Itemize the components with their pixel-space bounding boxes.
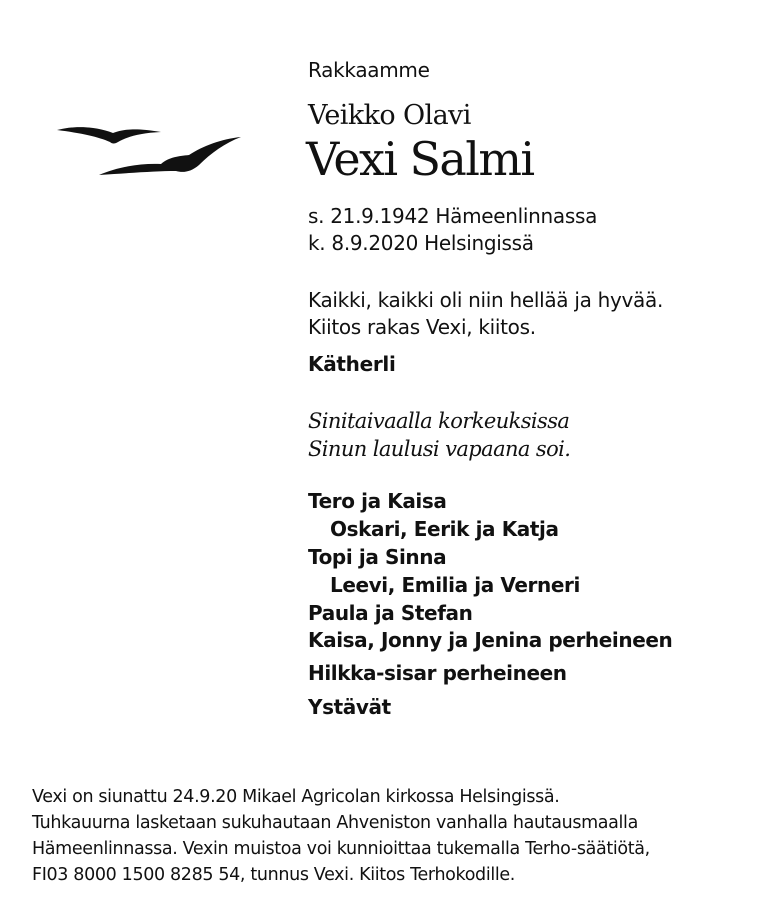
- mourner-name: Tero ja Kaisa: [308, 489, 447, 513]
- tribute-line: Kiitos rakas Vexi, kiitos.: [308, 315, 536, 339]
- mourner-name: Kaisa, Jonny ja Jenina perheineen: [308, 628, 673, 652]
- mourner-name: Hilkka-sisar perheineen: [308, 661, 567, 685]
- tribute-signer: Kätherli: [308, 352, 396, 376]
- funeral-info-line: FI03 8000 1500 8285 54, tunnus Vexi. Kiitos Terhokodille.: [32, 865, 515, 885]
- funeral-info-line: Tuhkauurna lasketaan sukuhautaan Ahveniston vanhalla hautausmaalla: [32, 813, 638, 833]
- two-birds-icon: [55, 120, 245, 182]
- deceased-name: Vexi Salmi: [306, 132, 534, 186]
- verse-line: Sinitaivaalla korkeuksissa: [308, 409, 570, 433]
- mourner-name: Ystävät: [308, 695, 391, 719]
- large-bird-shape: [99, 137, 241, 175]
- birth-date: s. 21.9.1942 Hämeenlinnassa: [308, 204, 598, 228]
- small-bird-shape: [57, 127, 161, 143]
- mourner-name: Topi ja Sinna: [308, 545, 447, 569]
- intro-text: Rakkaamme: [308, 58, 430, 82]
- funeral-info-line: Vexi on siunattu 24.9.20 Mikael Agricolan kirkossa Helsingissä.: [32, 787, 560, 807]
- funeral-info-line: Hämeenlinnassa. Vexin muistoa voi kunnioittaa tukemalla Terho-säätiötä,: [32, 839, 650, 859]
- mourner-name: Oskari, Eerik ja Katja: [330, 517, 559, 541]
- tribute-line: Kaikki, kaikki oli niin hellää ja hyvää.: [308, 288, 664, 312]
- mourner-name: Leevi, Emilia ja Verneri: [330, 573, 580, 597]
- given-names: Veikko Olavi: [308, 100, 471, 131]
- death-date: k. 8.9.2020 Helsingissä: [308, 231, 534, 255]
- verse-line: Sinun laulusi vapaana soi.: [308, 437, 571, 461]
- mourner-name: Paula ja Stefan: [308, 601, 473, 625]
